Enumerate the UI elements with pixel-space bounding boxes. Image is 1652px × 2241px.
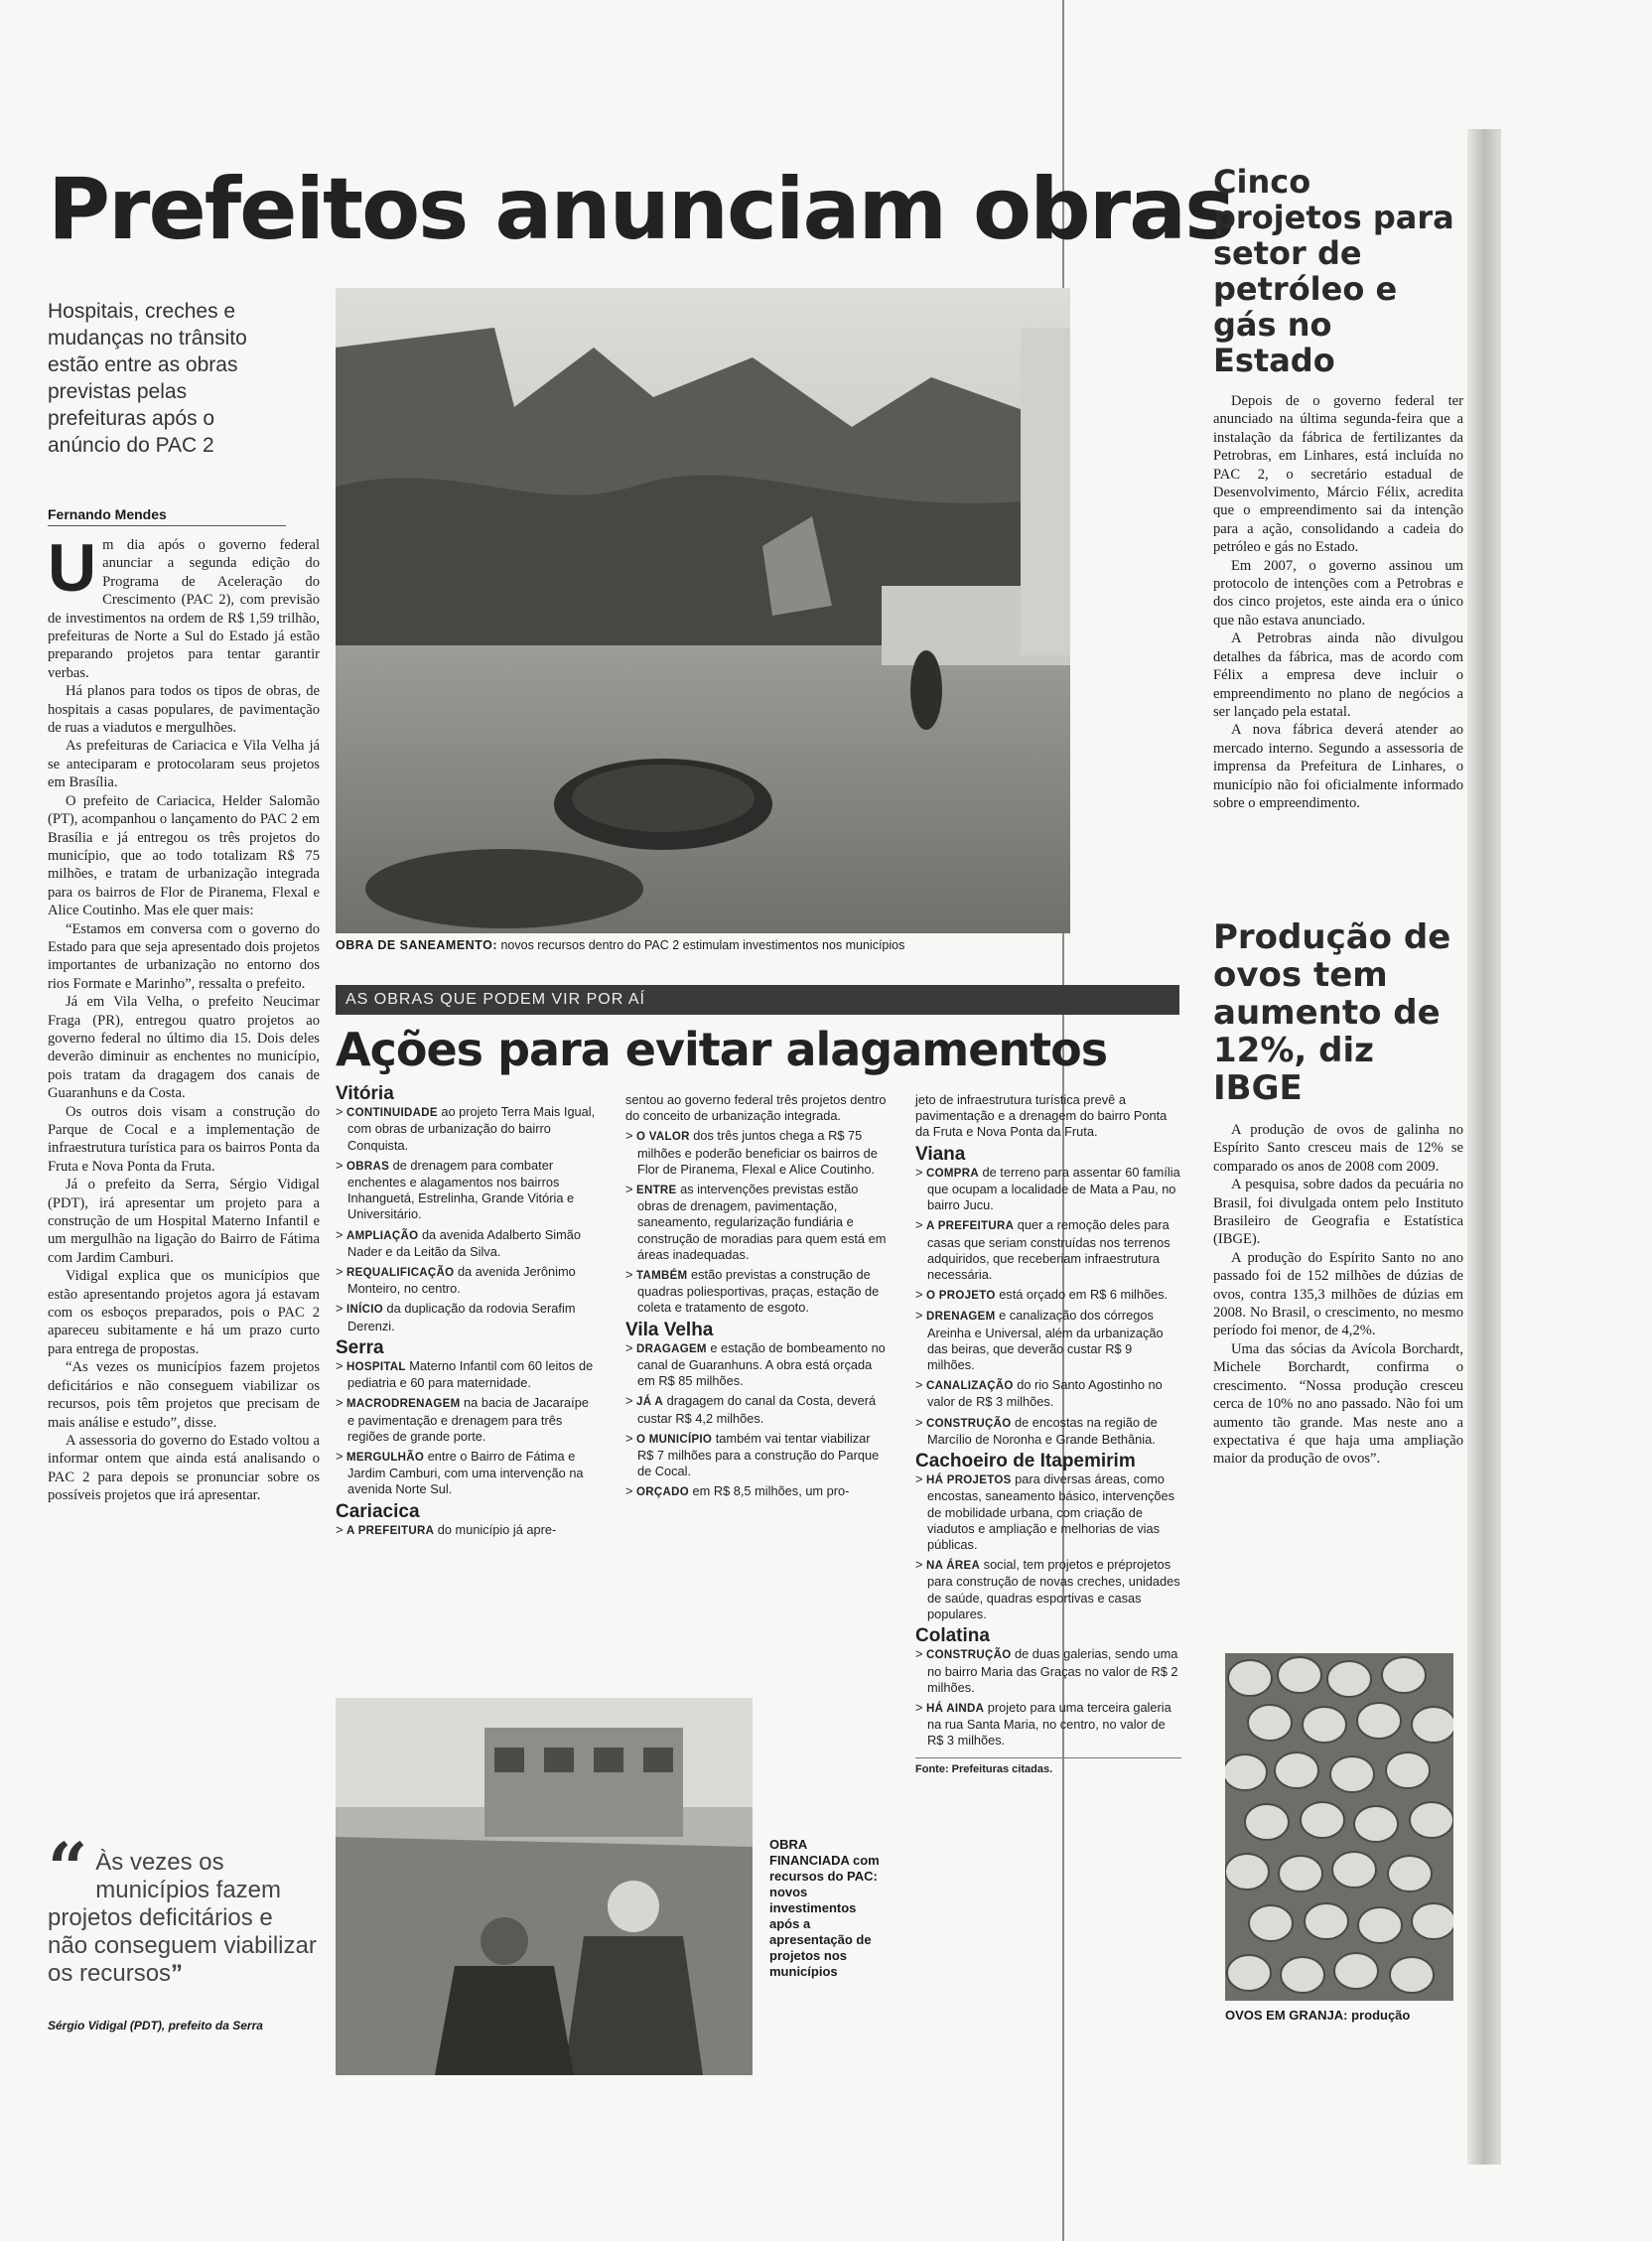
list-item: > A PREFEITURA quer a remoção deles para casas que seriam construídas nos terrenos adquiridos, que receberiam infraestrutura necessária. (915, 1217, 1181, 1283)
source-note: Fonte: Prefeituras citadas. (915, 1757, 1181, 1777)
page-title: Prefeitos anunciam obras (48, 160, 1234, 259)
city-heading-serra: Serra (336, 1336, 384, 1358)
eggs-photo-caption: OVOS EM GRANJA: produção (1225, 2008, 1411, 2023)
city-heading-vitoria: Vitória (336, 1083, 394, 1104)
scan-right-shadow (1467, 129, 1501, 2165)
sidebar-paragraph: Depois de o governo federal ter anunciado na última segunda-feira que a instalação da fábrica de fertilizantes da Petrobras, em Linhares, está incluída no PAC 2, o secretário estadual de Desenvolvimento, Márcio Félix, acredita que o empreendimento sai da intenção para a ação, consolidando a cadeia do petróleo e gás no Estado. (1213, 393, 1463, 556)
open-quote-icon: “ (48, 1827, 88, 1909)
list-item: > NA ÁREA social, tem projetos e préprojetos para construção de novas creches, unidades de saúde, quadras esportivas e casas populares. (915, 1557, 1181, 1622)
main-photo (336, 288, 1070, 933)
article-paragraph: “Estamos em conversa com o governo do Estado para que seja apresentado dois projetos importantes de urbanização no entorno dos rios Formate e Marinho”, ressalta o prefeito. (48, 920, 320, 992)
list-item: > REQUALIFICAÇÃO da avenida Jerônimo Monteiro, no centro. (336, 1264, 598, 1297)
list-item: > MERGULHÃO entre o Bairro de Fátima e Jardim Camburi, com uma intervenção na avenida Norte Sul. (336, 1449, 598, 1498)
list-item: > O PROJETO está orçado em R$ 6 milhões. (915, 1287, 1181, 1304)
list-item: > DRENAGEM e canalização dos córregos Areinha e Universal, além da urbanização das beiras, que deverão custar R$ 9 milhões. (915, 1308, 1181, 1373)
caption-label: OBRA DE SANEAMENTO: (336, 938, 497, 952)
article-deck: Hospitais, creches e mudanças no trânsito estão entre as obras previstas pelas prefeituras após o anúncio do PAC 2 (48, 300, 247, 457)
list-item: > OBRAS de drenagem para combater enchentes e alagamentos nos bairros Inhanguetá, Estrelinha, Grande Vitória e Universitário. (336, 1158, 598, 1223)
sidebar-paragraph: Em 2007, o governo assinou um protocolo de intenções com a Petrobras e dos cinco projetos, este ainda era o único que não estava anunciado. (1213, 557, 1463, 629)
article-paragraph: As prefeituras de Cariacica e Vila Velha já se anteciparam e protocolaram seus projetos em Brasília. (48, 738, 320, 791)
list-item: > HOSPITAL Materno Infantil com 60 leitos de pediatria e 60 para maternidade. (336, 1358, 598, 1391)
list-item: > O VALOR dos três juntos chega a R$ 75 milhões e poderão beneficiar os bairros de Flor de Piranema, Flexal e Alice Coutinho. (625, 1128, 890, 1178)
list-item: > CONTINUIDADE ao projeto Terra Mais Igual, com obras de urbanização do bairro Conquista. (336, 1104, 598, 1154)
sidebar-paragraph: A produção de ovos de galinha no Espírito Santo cresceu mais de 12% se comparado os anos de 2008 com 2009. (1213, 1122, 1463, 1175)
list-item: > HÁ PROJETOS para diversas áreas, como encostas, saneamento básico, intervenções de mobilidade urbana, com criação de viadutos e ampliação e melhorias de vias públicas. (915, 1471, 1181, 1553)
list-item: > COMPRA de terreno para assentar 60 família que ocupam a localidade de Mata a Pau, no bairro Jucu. (915, 1165, 1181, 1214)
box-title: Ações para evitar alagamentos (336, 1023, 1108, 1076)
pull-quote (48, 1827, 318, 1988)
sidebar-body (1213, 392, 1463, 812)
list-item: > A PREFEITURA do município já apre- (336, 1522, 598, 1539)
article-paragraph: Vidigal explica que os municípios que estão apresentando projetos agora já estavam com os esboços preparados, pois o PAC 2 apareceu subitamente e há um prazo curto para entrega de propostas. (48, 1268, 320, 1357)
sidebar-title: Cinco projetos para setor de petróleo e gás no Estado (1213, 163, 1454, 379)
city-heading-cachoeiro: Cachoeiro de Itapemirim (915, 1451, 1136, 1472)
list-item: > AMPLIAÇÃO da avenida Adalberto Simão Nader e da Leitão da Silva. (336, 1227, 598, 1260)
list-item: > CONSTRUÇÃO de encostas na região de Marcílio de Noronha e Grande Bethânia. (915, 1415, 1181, 1448)
eggs-photo (1225, 1653, 1453, 2001)
list-item: > DRAGAGEM e estação de bombeamento no canal de Guaranhuns. A obra está orçada em R$ 85 milhões. (625, 1340, 890, 1390)
list-item: > HÁ AINDA projeto para uma terceira galeria na rua Santa Maria, no centro, no valor de R$ 3 milhões. (915, 1700, 1181, 1750)
list-item: > INÍCIO da duplicação da rodovia Serafim Derenzi. (336, 1301, 598, 1333)
sidebar-paragraph: A nova fábrica deverá atender ao mercado interno. Segundo a assessoria de imprensa da Prefeitura de Linhares, o município não foi oficialmente informado sobre o empreendimento. (1213, 722, 1463, 811)
pull-quote-credit: Sérgio Vidigal (PDT), prefeito da Serra (48, 2019, 263, 2032)
main-photo-caption (336, 938, 1090, 953)
sidebar-body (1213, 1121, 1463, 1469)
workers-image (336, 1698, 753, 2075)
sidebar-ovos (1213, 918, 1463, 1469)
box-column-1 (336, 1080, 598, 1543)
article-paragraph: “As vezes os municípios fazem projetos deficitários e não conseguem viabilizar os recursos, pois têm projetos que precisam de mais análise e estudo”, disse. (48, 1359, 320, 1431)
continued-text: jeto de infraestrutura turística prevê a pavimentação e a drenagem do bairro Ponta da Fruta e Nova Ponta da Fruta. (915, 1092, 1168, 1140)
list-item: > CANALIZAÇÃO do rio Santo Agostinho no valor de R$ 3 milhões. (915, 1377, 1181, 1410)
caption-text: novos recursos dentro do PAC 2 estimulam investimentos nos municípios (500, 938, 905, 952)
sidebar-petroleo (1213, 164, 1463, 812)
city-heading-colatina: Colatina (915, 1625, 990, 1647)
list-item: > MACRODRENAGEM na bacia de Jacaraípe e pavimentação e drenagem para três regiões de grande porte. (336, 1395, 598, 1445)
article-paragraph: O prefeito de Cariacica, Helder Salomão (PT), acompanhou o lançamento do PAC 2 em Brasília e já entregou os três projetos do município, que ao todo totalizam R$ 75 milhões, e tratam de urbanização integrada para os bairros de Flor de Piranema, Flexal e Alice Coutinho. Mas ele quer mais: (48, 792, 320, 919)
box-column-3 (915, 1092, 1181, 1777)
list-item: > ENTRE as intervenções previstas estão obras de drenagem, pavimentação, saneamento, regularização fundiária e construção de moradias para quem está em áreas inadequadas. (625, 1182, 890, 1263)
article-paragraph: Já o prefeito da Serra, Sérgio Vidigal (PDT), irá apresentar um projeto para a construção de um Hospital Materno Infantil e um mergulhão na ligação do Bairro de Fátima com Jardim Camburi. (48, 1177, 320, 1266)
article-paragraph: Já em Vila Velha, o prefeito Neucimar Fraga (PR), entregou quatro projetos ao governo federal no último dia 15. Dois deles deverão diminuir as enchentes no município, pois tratam da dragagem dos canais de Guaranhuns e da Costa. (48, 994, 320, 1102)
secondary-photo (336, 1698, 753, 2075)
article-paragraph: Os outros dois visam a construção do Parque de Cocal e a implementação de infraestrutura turística para os bairros Ponta da Fruta e Nova Ponta da Fruta. (48, 1103, 320, 1175)
eggs-image (1225, 1653, 1453, 2001)
article-paragraph: A assessoria do governo do Estado voltou a informar ontem que ainda está analisando o PAC 2 para depois se pronunciar sobre os possíveis projetos que irá apresentar. (48, 1432, 320, 1504)
article-body (48, 536, 320, 1832)
city-heading-vila-velha: Vila Velha (625, 1319, 714, 1340)
sidebar-paragraph: A Petrobras ainda não divulgou detalhes da fábrica, mas de acordo com Félix a empresa deve incluir o empreendimento no plano de negócios a ser lançado pela estatal. (1213, 630, 1463, 720)
list-item: > O MUNICÍPIO também vai tentar viabilizar R$ 7 milhões para a construção do Parque de Cocal. (625, 1431, 890, 1480)
box-column-2 (625, 1092, 890, 1505)
sidebar-paragraph: Uma das sócias da Avícola Borchardt, Michele Borchardt, confirma o crescimento. “Nossa produção cresceu cerca de 10% no ano passado. Não foi um aumento tão grande. Mas neste ano a expectativa é que haja uma ampliação maior da produção de ovos”. (1213, 1340, 1463, 1468)
article-paragraph: Há planos para todos os tipos de obras, de hospitais a casas populares, de pavimentação de ruas a viadutos e mergulhões. (48, 683, 320, 737)
construction-site-image (336, 288, 1070, 933)
list-item: > CONSTRUÇÃO de duas galerias, sendo uma no bairro Maria das Graças no valor de R$ 2 milhões. (915, 1646, 1181, 1696)
list-item: > JÁ A dragagem do canal da Costa, deverá custar R$ 4,2 milhões. (625, 1393, 890, 1426)
sidebar-paragraph: A pesquisa, sobre dados da pecuária no Brasil, foi divulgada ontem pelo Instituto Brasileiro de Geografia e Estatística (IBGE). (1213, 1177, 1463, 1248)
section-bar: AS OBRAS QUE PODEM VIR POR AÍ (336, 985, 1179, 1015)
pull-quote-text: Às vezes os municípios fazem projetos deficitários e não conseguem viabilizar os recursos (48, 1849, 317, 1987)
city-heading-viana: Viana (915, 1143, 966, 1165)
city-heading-cariacica: Cariacica (336, 1500, 420, 1522)
continued-text: sentou ao governo federal três projetos dentro do conceito de urbanização integrada. (625, 1092, 887, 1124)
list-item: > ORÇADO em R$ 8,5 milhões, um pro- (625, 1483, 890, 1500)
sidebar-title: Produção de ovos tem aumento de 12%, diz IBGE (1213, 917, 1451, 1108)
article-paragraph: m dia após o governo federal anunciar a segunda edição do Programa de Aceleração do Crescimento (PAC 2), com previsão de investimentos na ordem de R$ 1,59 trilhão, prefeituras de Norte a Sul do Estado já estão preparando projetos para tentar garantir verbas. (48, 537, 320, 681)
secondary-photo-caption: OBRA FINANCIADA com recursos do PAC: novos investimentos após a apresentação de projetos nos municípios (769, 1837, 880, 1979)
byline: Fernando Mendes (48, 506, 286, 526)
drop-cap: U (48, 536, 97, 606)
sidebar-paragraph: A produção do Espírito Santo no ano passado foi de 152 milhões de dúzias de ovos, contra 135,3 milhões de dúzias em 2008. No Brasil, o crescimento, no mesmo período foi menor, de 4,2%. (1213, 1249, 1463, 1339)
list-item: > TAMBÉM estão previstas a construção de quadras poliesportivas, praças, estação de coleta e tratamento de esgoto. (625, 1267, 890, 1317)
close-quote-icon: ” (171, 1960, 184, 1987)
